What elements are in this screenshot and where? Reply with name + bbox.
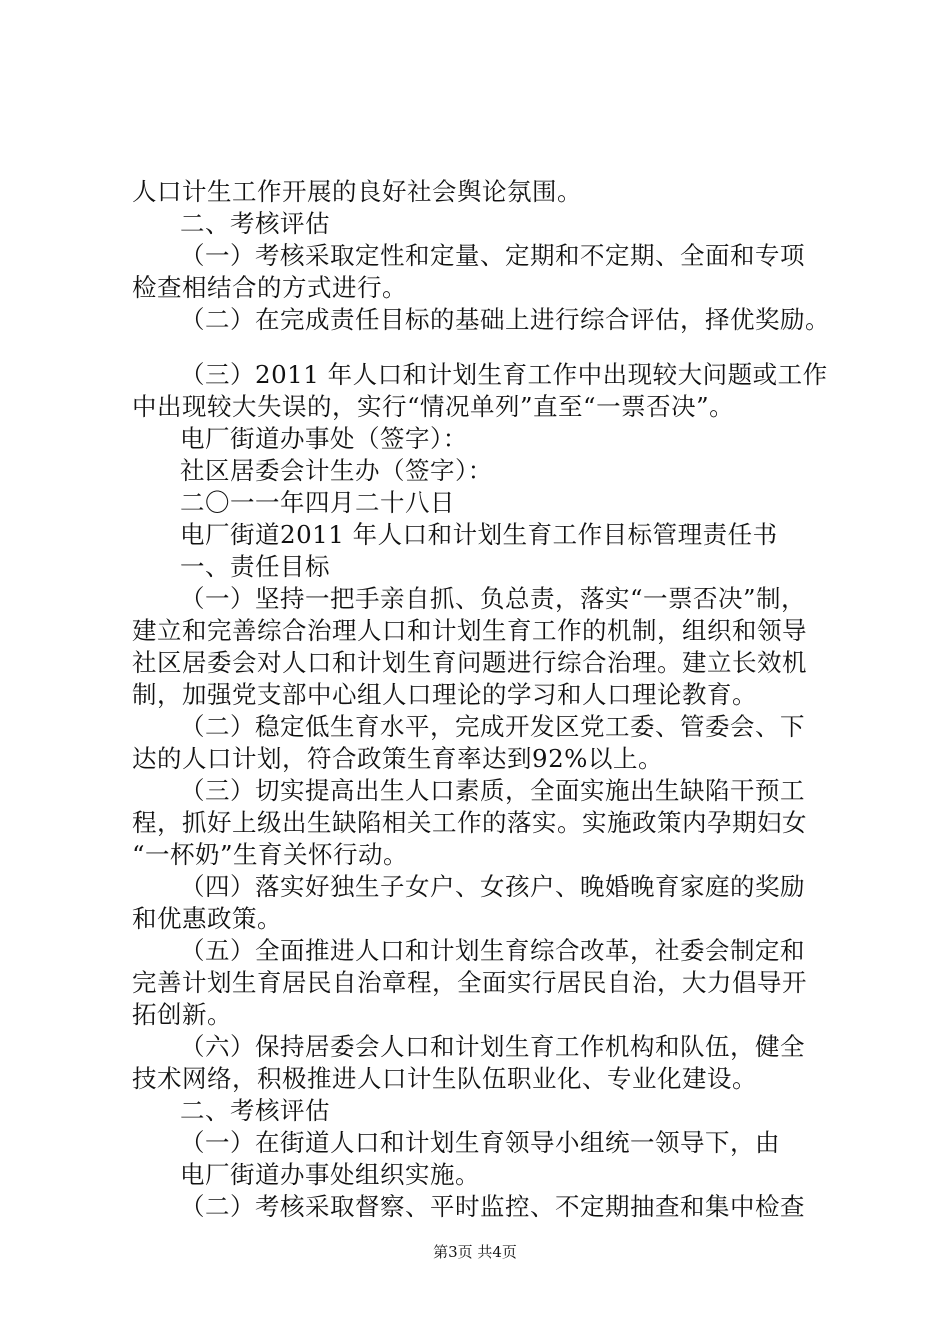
signature-line: 电厂街道办事处（签字）：: [180, 424, 468, 453]
text-line: 技术网络，积极推进人口计生队伍职业化、专业化建设。: [132, 1064, 757, 1093]
text-line: （一）在街道人口和计划生育领导小组统一领导下，由: [180, 1128, 780, 1157]
text-line: 制，加强党支部中心组人口理论的学习和人口理论教育。: [132, 680, 757, 709]
text-line: 检查相结合的方式进行。: [132, 273, 407, 302]
text-line: “一杯奶”生育关怀行动。: [132, 840, 409, 869]
text-line: 达的人口计划，符合政策生育率达到92%以上。: [132, 744, 663, 773]
section-heading: 二、考核评估: [180, 209, 330, 238]
text-line: （二）在完成责任目标的基础上进行综合评估，择优奖励。: [180, 305, 830, 334]
text-line: （三）切实提高出生人口素质，全面实施出生缺陷干预工: [180, 776, 805, 805]
text-line: 电厂街道办事处组织实施。: [180, 1160, 480, 1189]
text-line: （一）考核采取定性和定量、定期和不定期、全面和专项: [180, 241, 805, 270]
text-line: （三）2011 年人口和计划生育工作中出现较大问题或工作: [180, 360, 828, 389]
date-line: 二〇一一年四月二十八日: [180, 488, 455, 517]
text-line: 完善计划生育居民自治章程，全面实行居民自治，大力倡导开: [132, 968, 807, 997]
section-heading: 一、责任目标: [180, 552, 330, 581]
text-line: 程，抓好上级出生缺陷相关工作的落实。实施政策内孕期妇女: [132, 808, 807, 837]
text-line: 和优惠政策。: [132, 904, 282, 933]
text-line: 中出现较大失误的，实行“情况单列”直至“一票否决”。: [132, 392, 735, 421]
text-line: （四）落实好独生子女户、女孩户、晚婚晚育家庭的奖励: [180, 872, 805, 901]
text-line: （一）坚持一把手亲自抓、负总责，落实“一票否决”制，: [180, 584, 807, 613]
section-heading: 二、考核评估: [180, 1096, 330, 1125]
text-line: （五）全面推进人口和计划生育综合改革，社委会制定和: [180, 936, 805, 965]
text-line: 拓创新。: [132, 1000, 232, 1029]
signature-line: 社区居委会计生办（签字）：: [180, 456, 493, 485]
text-line: 人口计生工作开展的良好社会舆论氛围。: [132, 177, 582, 206]
text-line: （二）稳定低生育水平，完成开发区党工委、管委会、下: [180, 712, 805, 741]
text-line: 社区居委会对人口和计划生育问题进行综合治理。建立长效机: [132, 648, 807, 677]
page-number-footer: 第3页 共4页: [433, 1243, 517, 1261]
document-title: 电厂街道2011 年人口和计划生育工作目标管理责任书: [180, 520, 778, 549]
text-line: （二）考核采取督察、平时监控、不定期抽查和集中检查: [180, 1192, 805, 1221]
text-line: （六）保持居委会人口和计划生育工作机构和队伍，健全: [180, 1032, 805, 1061]
text-line: 建立和完善综合治理人口和计划生育工作的机制，组织和领导: [132, 616, 807, 645]
